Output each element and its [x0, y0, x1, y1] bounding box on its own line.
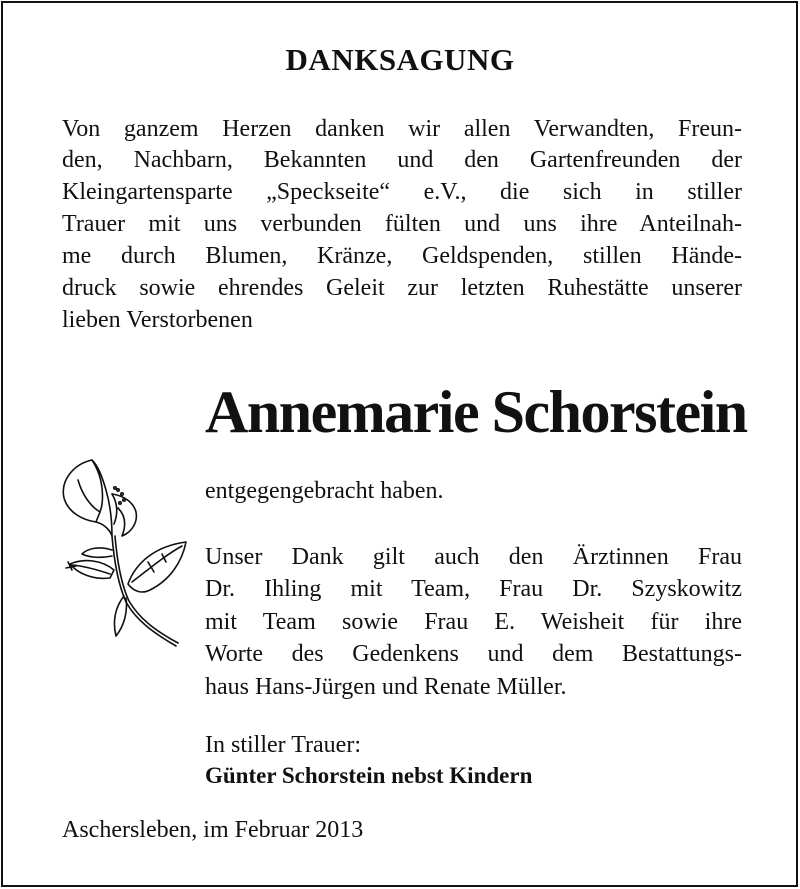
intro-line: den, Nachbarn, Bekannten und den Gartenfreunden der — [62, 147, 742, 173]
intro-line: Von ganzem Herzen danken wir allen Verwandten, Freun- — [62, 116, 742, 142]
thanks-line: mit Team sowie Frau E. Weisheit für ihre — [205, 609, 742, 635]
intro-line: lieben Verstorbenen — [62, 307, 253, 333]
thanks-line: haus Hans-Jürgen und Renate Müller. — [205, 674, 567, 700]
after-name-text: entgegengebracht haben. — [205, 478, 444, 504]
intro-line: Kleingartensparte „Speckseite“ e.V., die sich in stiller — [62, 179, 742, 205]
thanks-line: Dr. Ihling mit Team, Frau Dr. Szyskowitz — [205, 576, 742, 602]
heading: DANKSAGUNG — [285, 42, 515, 77]
calla-lily-icon — [52, 450, 202, 660]
intro-line: me durch Blumen, Kränze, Geldspenden, stillen Hände- — [62, 243, 742, 269]
mourning-label: In stiller Trauer: — [205, 732, 361, 758]
intro-line: druck sowie ehrendes Geleit zur letzten Ruhestätte unserer — [62, 275, 742, 301]
thanks-line: Worte des Gedenkens und dem Bestattungs- — [205, 641, 742, 667]
intro-line: Trauer mit uns verbunden fülten und uns ihre Anteilnah- — [62, 211, 742, 237]
thanks-line: Unser Dank gilt auch den Ärztinnen Frau — [205, 544, 742, 570]
signatories: Günter Schorstein nebst Kindern — [205, 763, 533, 788]
deceased-name: Annemarie Schorstein — [205, 379, 747, 445]
place-date: Aschersleben, im Februar 2013 — [62, 817, 364, 843]
